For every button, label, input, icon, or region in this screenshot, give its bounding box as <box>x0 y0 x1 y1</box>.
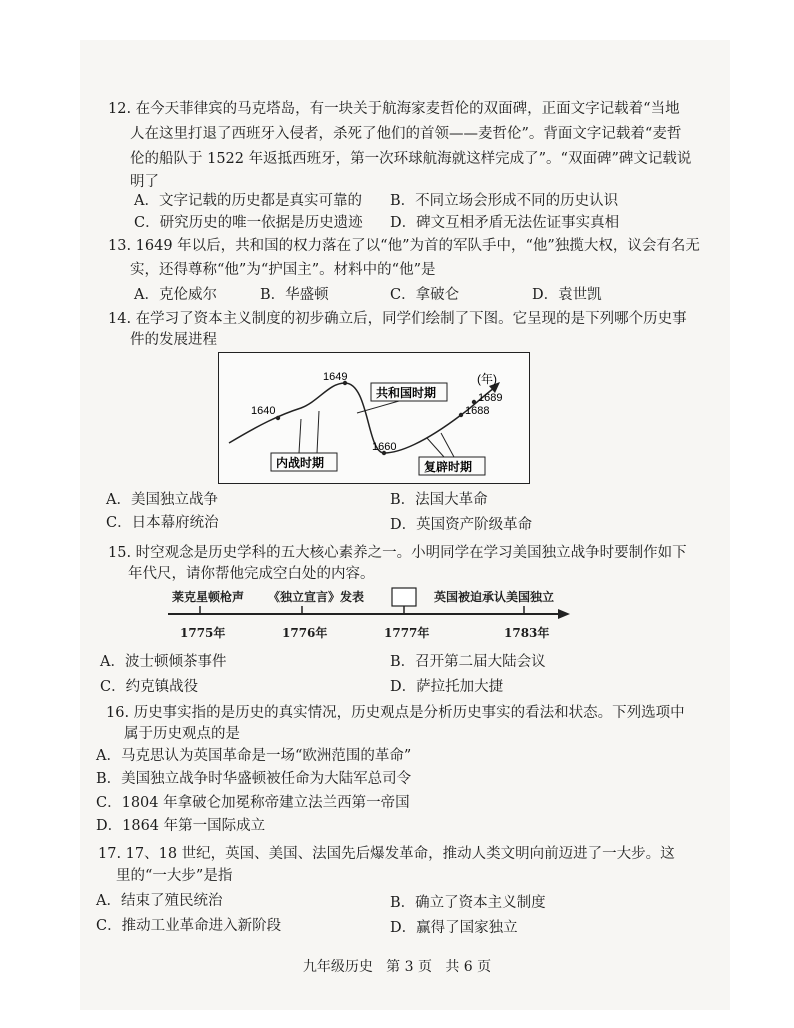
q15-option-d: D．萨拉托加大捷 <box>390 679 504 695</box>
q15-option-b: B．召开第二届大陆会议 <box>390 654 546 670</box>
q12-line-1: 12. 在今天菲律宾的马克塔岛，有一块关于航海家麦哲伦的双面碑，正面文字记载着“当地 <box>108 101 680 117</box>
timeline-event-1775: 莱克星顿枪声 <box>172 590 245 604</box>
q17-option-c: C．推动工业革命进入新阶段 <box>96 918 282 934</box>
q12-option-c: C．研究历史的唯一依据是历史遗迹 <box>134 215 363 231</box>
q17-line-1: 17. 17、18 世纪，英国、美国、法国先后爆发革命，推动人类文明向前迈进了一大步。这 <box>98 846 675 862</box>
q16-option-d: D．1864 年第一国际成立 <box>96 818 266 834</box>
q15-option-a: A．波士顿倾茶事件 <box>100 654 227 670</box>
q16-line-1: 16. 历史事实指的是历史的真实情况，历史观点是分析历史事实的看法和状态。下列选项中 <box>106 705 685 721</box>
timeline-blank-box <box>392 588 416 606</box>
q13-line-1: 13. 1649 年以后，共和国的权力落在了以“他”为首的军队手中，“他”独揽大权，议会有名无 <box>108 238 700 254</box>
timeline-year-1783: 1783年 <box>504 626 550 640</box>
q15-line-1: 15. 时空观念是历史学科的五大核心素养之一。小明同学在学习美国独立战争时要制作如下 <box>108 545 687 561</box>
q12-option-b: B．不同立场会形成不同的历史认识 <box>390 193 619 209</box>
q14-option-b: B．法国大革命 <box>390 492 488 508</box>
q15-line-2: 年代尺，请你帮他完成空白处的内容。 <box>128 566 375 582</box>
chart-point <box>459 413 463 417</box>
timeline-event-1783: 英国被迫承认美国独立 <box>434 590 555 604</box>
annotation-civil-war: 内战时期 <box>276 456 325 470</box>
chart-series-line <box>229 383 494 453</box>
timeline-year-1775: 1775年 <box>180 626 226 640</box>
q16-option-b: B．美国独立战争时华盛顿被任命为大陆军总司令 <box>96 771 412 787</box>
annotation-republic: 共和国时期 <box>376 386 437 400</box>
timeline-year-1777: 1777年 <box>384 626 430 640</box>
annotation-pointer <box>317 411 319 453</box>
q12-line-2: 人在这里打退了西班牙入侵者，杀死了他们的首领——麦哲伦”。背面文字记载着“麦哲 <box>130 126 682 142</box>
timeline-arrow <box>558 609 570 619</box>
annotation-restoration: 复辟时期 <box>424 460 473 474</box>
annotation-pointer <box>299 419 301 453</box>
q14-line-2: 件的发展进程 <box>130 332 217 348</box>
q15-option-c: C．约克镇战役 <box>100 679 199 695</box>
chart-point-label: 1688 <box>465 405 490 417</box>
chart-svg <box>219 353 529 483</box>
q12-option-a: A．文字记载的历史都是真实可靠的 <box>134 193 362 209</box>
chart-point <box>276 416 280 420</box>
q14-option-c: C．日本幕府统治 <box>106 515 219 531</box>
q13-option-d: D．袁世凯 <box>532 287 602 303</box>
q13-line-2: 实，还得尊称“他”为“护国主”。材料中的“他”是 <box>130 262 436 278</box>
q14-timeline-chart <box>218 352 530 484</box>
q17-option-b: B．确立了资本主义制度 <box>390 895 546 911</box>
q14-option-d: D．英国资产阶级革命 <box>390 517 533 533</box>
q14-option-a: A．美国独立战争 <box>106 492 218 508</box>
q16-line-2: 属于历史观点的是 <box>124 726 240 742</box>
timeline-year-1776: 1776年 <box>282 626 328 640</box>
q13-option-a: A．克伦威尔 <box>134 287 217 303</box>
page-footer: 九年级历史 第 3 页 共 6 页 <box>302 959 492 975</box>
q15-year-timeline <box>160 584 580 644</box>
q17-option-d: D．赢得了国家独立 <box>390 920 518 936</box>
chart-point-label: 1660 <box>372 441 397 453</box>
chart-point-label: 1649 <box>323 371 348 383</box>
q12-line-3: 伦的船队于 1522 年返抵西班牙，第一次环球航海就这样完成了”。“双面碑”碑文记载说 <box>130 151 692 167</box>
q13-option-c: C．拿破仑 <box>390 287 460 303</box>
timeline-event-1776: 《独立宣言》发表 <box>268 590 365 604</box>
chart-point <box>472 400 476 404</box>
q14-line-1: 14. 在学习了资本主义制度的初步确立后，同学们绘制了下图。它呈现的是下列哪个历史事 <box>108 311 687 327</box>
q17-option-a: A．结束了殖民统治 <box>96 893 223 909</box>
q13-option-b: B．华盛顿 <box>260 287 329 303</box>
chart-unit-label: (年) <box>477 372 497 386</box>
annotation-pointer <box>427 438 444 457</box>
q17-line-2: 里的“一大步”是指 <box>116 868 233 884</box>
chart-point-label: 1640 <box>251 405 276 417</box>
chart-point-label: 1689 <box>478 392 503 404</box>
q16-option-c: C．1804 年拿破仑加冕称帝建立法兰西第一帝国 <box>96 795 410 811</box>
q16-option-a: A．马克思认为英国革命是一场“欧洲范围的革命” <box>96 748 412 764</box>
annotation-pointer <box>441 433 454 457</box>
q12-line-4: 明了 <box>130 174 159 190</box>
q12-option-d: D．碑文互相矛盾无法佐证事实真相 <box>390 215 620 231</box>
